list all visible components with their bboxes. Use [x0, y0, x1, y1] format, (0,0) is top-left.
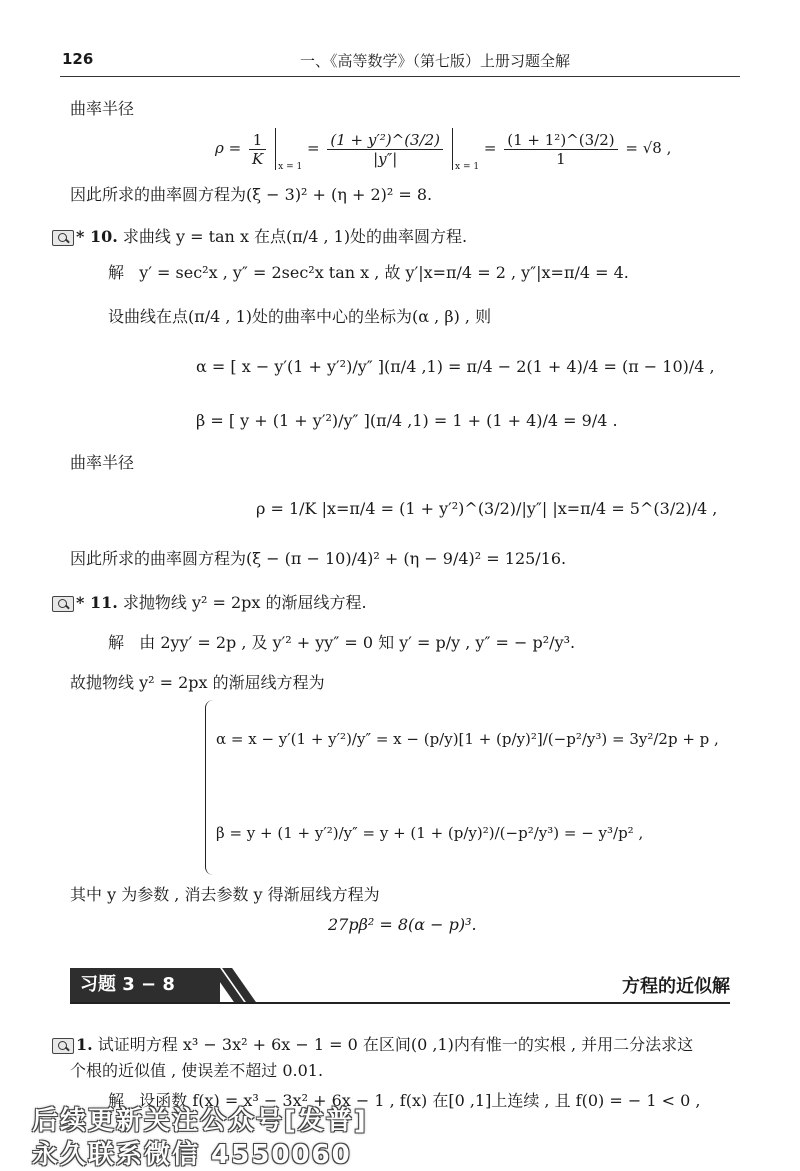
conclusion-9: 因此所求的曲率圆方程为(ξ − 3)² + (η + 2)² = 8.: [70, 185, 433, 204]
problem-number: * 11.: [76, 593, 118, 612]
rho-formula-10: ρ = 1/K |x=π/4 = (1 + y′²)^(3/2)/|y″| |x=π/4 = 5^(3/2)/4 ,: [256, 499, 718, 518]
frac-num: (1 + 1²)^(3/2): [504, 131, 617, 150]
problem-number: * 10.: [76, 227, 118, 246]
frac-num: 1: [249, 131, 266, 150]
solution-text: 设函数 f(x) = x³ − 3x² + 6x − 1 , f(x) 在[0 ,1]上连续 , 且 f(0) = − 1 < 0 ,: [139, 1091, 701, 1110]
exercise-marker-icon: [52, 1038, 74, 1054]
problem-1-line2: 个根的近似值 , 使误差不超过 0.01.: [70, 1061, 324, 1080]
solution-label: 解: [108, 1091, 125, 1110]
frac-den: 1: [556, 149, 566, 168]
equals-sign: =: [483, 139, 497, 157]
watermark-line1: 后续更新关注公众号[发普]: [32, 1106, 368, 1136]
param-text-11: 其中 y 为参数 , 消去参数 y 得渐屈线方程为: [70, 885, 380, 904]
problem-11: [76, 592, 367, 614]
radius-label-10: 曲率半径: [70, 453, 135, 472]
rho-formula-9: [215, 128, 671, 172]
frac-num: (1 + y′²)^(3/2): [327, 131, 443, 150]
fraction-numeric: [504, 131, 617, 168]
page-header: [60, 48, 740, 77]
beta-formula-10: β = [ y + (1 + y′²)/y″ ](π/4 ,1) = 1 + (1 + 4)/4 = 9/4 .: [196, 411, 618, 430]
exercise-marker-icon: [52, 230, 74, 246]
alpha-formula-10: α = [ x − y′(1 + y′²)/y″ ](π/4 ,1) = π/4 − 2(1 + 4)/4 = (π − 10)/4 ,: [196, 357, 715, 376]
frac-den: K: [251, 149, 264, 168]
equals-sign: =: [307, 139, 320, 157]
problem-1-line1: [76, 1034, 693, 1056]
frac-den: |y″|: [373, 149, 398, 168]
problem-text: 试证明方程 x³ − 3x² + 6x − 1 = 0 在区间(0 ,1)内有惟一的实根 , 并用二分法求这: [97, 1035, 694, 1054]
book-title: 一、《高等数学》（第七版）上册习题全解: [300, 52, 571, 70]
conclusion-10: 因此所求的曲率圆方程为(ξ − (π − 10)/4)² + (η − 9/4)² = 125/16.: [70, 549, 567, 568]
radius-label-9: 曲率半径: [70, 99, 135, 118]
problem-text: 求抛物线 y² = 2px 的渐屈线方程.: [122, 593, 367, 612]
solution-text: 由 2yy′ = 2p , 及 y′² + yy″ = 0 知 y′ = p/y , y″ = − p²/y³.: [139, 633, 576, 652]
alpha-formula-11: α = x − y′(1 + y′²)/y″ = x − (p/y)[1 + (p/y)²]/(−p²/y³) = 3y²/2p + p ,: [216, 730, 719, 748]
solution-10-line1: [108, 262, 629, 284]
section-title: 方程的近似解: [622, 976, 730, 997]
solution-11-line1: [108, 632, 575, 654]
solution-text: y′ = sec²x , y″ = 2sec²x tan x , 故 y′|x=π/4 = 2 , y″|x=π/4 = 4.: [139, 263, 629, 282]
exercise-marker-icon: [52, 596, 74, 612]
beta-formula-11: β = y + (1 + y′²)/y″ = y + (1 + (p/y)²)/(−p²/y³) = − y³/p² ,: [216, 824, 644, 842]
final-equation-11: 27pβ² = 8(α − p)³.: [328, 915, 477, 934]
eval-subscript: x = 1: [278, 162, 303, 172]
section-tab: 习题 3 − 8: [70, 968, 220, 1002]
problem-number: 1.: [76, 1035, 93, 1054]
system-brace: [205, 700, 216, 875]
problem-10: [76, 226, 467, 248]
problem-text: 求曲线 y = tan x 在点(π/4 , 1)处的曲率圆方程.: [122, 227, 468, 246]
watermark-line2: 永久联系微信 4550060: [32, 1140, 352, 1170]
solution-label: 解: [108, 633, 125, 652]
eval-bar: [452, 128, 453, 170]
rho-result: = √8 ,: [625, 139, 672, 157]
page-number: 126: [62, 50, 94, 68]
rho-symbol: ρ =: [215, 139, 242, 157]
solution-label: 解: [108, 263, 125, 282]
section-header: [70, 968, 730, 1004]
center-intro-10: 设曲线在点(π/4 , 1)处的曲率中心的坐标为(α , β) , 则: [108, 307, 492, 326]
eval-bar: [275, 128, 276, 170]
fraction-1-over-K: [249, 131, 266, 168]
eval-subscript: x = 1: [455, 162, 480, 172]
evolute-intro-11: 故抛物线 y² = 2px 的渐屈线方程为: [70, 673, 325, 692]
fraction-curvature: [327, 131, 443, 168]
